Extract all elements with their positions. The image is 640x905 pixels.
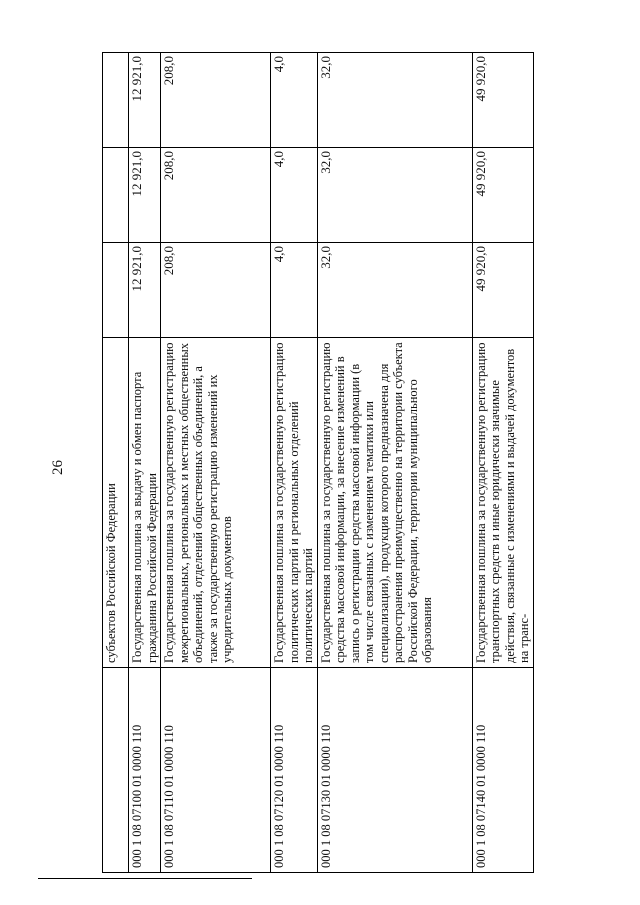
row-code: 000 1 08 07120 01 0000 110 [271,668,318,873]
row-value-3: 4,0 [271,53,318,148]
row-value-2 [103,148,129,243]
row-name: Государственная пошлина за государственную регистрацию политических партий и региональных отделений политических партий [271,338,318,668]
row-value-1: 49 920,0 [472,243,533,338]
row-code [103,668,129,873]
row-value-1: 4,0 [271,243,318,338]
budget-table [102,53,531,873]
row-value-2: 32,0 [317,148,472,243]
row-code: 000 1 08 07110 01 0000 110 [161,668,271,873]
row-value-3: 208,0 [161,53,271,148]
row-name: Государственная пошлина за государственную регистрацию транспортных средств и иные юридически значимые действия, связанные с изменениями и выдачей документов на транс- [472,338,533,668]
row-code: 000 1 08 07100 01 0000 110 [129,668,161,873]
page-number: 26 [49,459,66,475]
table-row [271,53,318,873]
row-code: 000 1 08 07140 01 0000 110 [472,668,533,873]
row-value-1 [103,243,129,338]
row-value-2: 4,0 [271,148,318,243]
row-code: 000 1 08 07130 01 0000 110 [317,668,472,873]
row-name: Государственная пошлина за выдачу и обмен паспорта гражданина Российской Федерации [129,338,161,668]
row-name: субъектов Российской Федерации [103,338,129,668]
row-value-2: 208,0 [161,148,271,243]
table-row [317,53,472,873]
revenue-table [102,52,534,873]
table-row [161,53,271,873]
row-name: Государственная пошлина за государственную регистрацию межрегиональных, региональных и местных общественных объединений, отделений общественных объединений, а также за государственную регистрацию изменений их учредительных документов [161,338,271,668]
row-value-1: 12 921,0 [129,243,161,338]
row-value-3: 12 921,0 [129,53,161,148]
row-value-1: 208,0 [161,243,271,338]
row-value-3 [103,53,129,148]
row-name: Государственная пошлина за государственную регистрацию средства массовой информации, за внесение изменений в запись о регистрации средства массовой информации (в том числе связанных с изменением тематики или специализации), продукция которого предназначена для распространения преимущественно на территории субъекта Российской Федерации, территории муниципального образования [317,338,472,668]
row-value-1: 32,0 [317,243,472,338]
footnote-separator [38,878,252,879]
row-value-2: 49 920,0 [472,148,533,243]
row-value-3: 49 920,0 [472,53,533,148]
row-value-2: 12 921,0 [129,148,161,243]
row-value-3: 32,0 [317,53,472,148]
table-row [129,53,161,873]
table-row [472,53,533,873]
table-row [103,53,129,873]
